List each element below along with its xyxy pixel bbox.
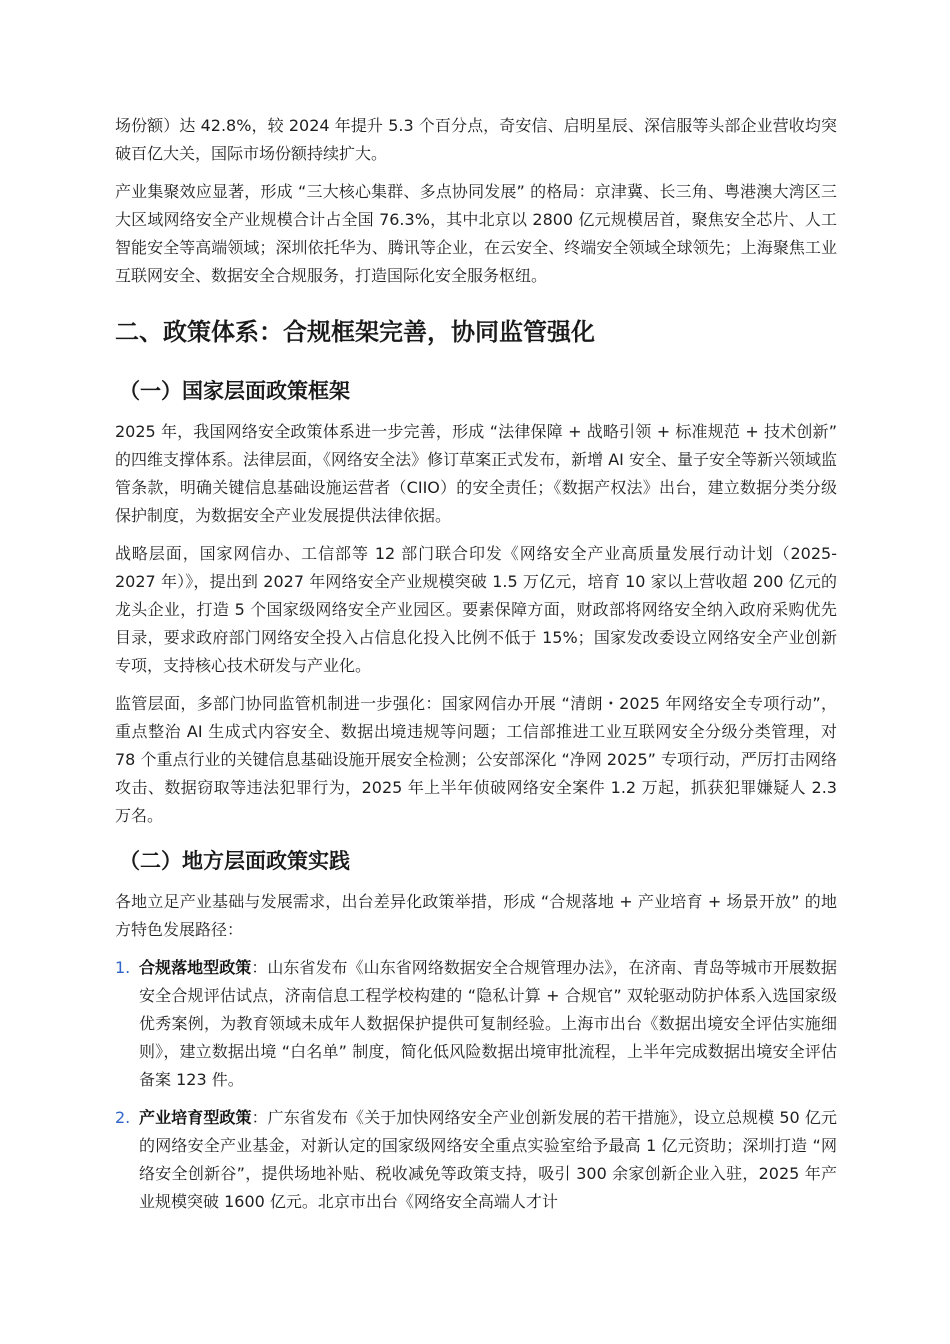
paragraph-national-strategy: 战略层面，国家网信办、工信部等 12 部门联合印发《网络安全产业高质量发展行动计划（2025-2027 年）》，提出到 2027 年网络安全产业规模突破 1.5 万亿元，培育 10 家以上营收超 200 亿元的龙头企业，打造 5 个国家级网络安全产业园区。要素保障方面，财政部将网络安全纳入政府采购优先目录，要求政府部门网络安全投入占信息化投入比例不低于 15%；国家发改委设立网络安全产业创新专项，支持核心技术研发与产业化。 bbox=[115, 544, 837, 675]
list-item bbox=[115, 1104, 837, 1216]
document-page bbox=[115, 112, 837, 1226]
section-heading-policy-system: 二、政策体系：合规框架完善，协同监管强化 bbox=[115, 318, 595, 346]
list-item-lead: 合规落地型政策 bbox=[139, 958, 252, 977]
list-item bbox=[115, 954, 837, 1094]
paragraph-local-intro: 各地立足产业基础与发展需求，出台差异化政策举措，形成 “合规落地 + 产业培育 + 场景开放” 的地方特色发展路径： bbox=[115, 892, 837, 939]
paragraph-national-regulation: 监管层面，多部门协同监管机制进一步强化：国家网信办开展 “清朗・2025 年网络安全专项行动”，重点整治 AI 生成式内容安全、数据出境违规等问题；工信部推进工业互联网安全分级分类管理，对 78 个重点行业的关键信息基础设施开展安全检测；公安部深化 “净网 2025” 专项行动，严厉打击网络攻击、数据窃取等违法犯罪行为，2025 年上半年侦破网络安全案件 1.2 万起，抓获犯罪嫌疑人 2.3 万名。 bbox=[115, 694, 838, 825]
paragraph-national-law: 2025 年，我国网络安全政策体系进一步完善，形成 “法律保障 + 战略引领 + 标准规范 + 技术创新” 的四维支撑体系。法律层面，《网络安全法》修订草案正式发布，新增 AI 安全、量子安全等新兴领域监管条款，明确关键信息基础设施运营者（CIIO）的安全责任；《数据产权法》出台，建立数据分类分级保护制度，为数据安全产业发展提供法律依据。 bbox=[115, 422, 837, 525]
list-item-number: 2. bbox=[115, 1108, 131, 1127]
list-item-text: ：广东省发布《关于加快网络安全产业创新发展的若干措施》，设立总规模 50 亿元的网络安全产业基金，对新认定的国家级网络安全重点实验室给予最高 1 亿元资助；深圳打造 “网络安全创新谷”，提供场地补贴、税收减免等政策支持，吸引 300 余家创新企业入驻，2025 年产业规模突破 1600 亿元。北京市出台《网络安全高端人才计 bbox=[139, 1108, 837, 1211]
list-item-lead: 产业培育型政策 bbox=[139, 1108, 252, 1127]
list-item-number: 1. bbox=[115, 958, 131, 977]
list-item-text: ：山东省发布《山东省网络数据安全合规管理办法》，在济南、青岛等城市开展数据安全合规评估试点，济南信息工程学校构建的 “隐私计算 + 合规官” 双轮驱动防护体系入选国家级优秀案例，为教育领域未成年人数据保护提供可复制经验。上海市出台《数据出境安全评估实施细则》，建立数据出境 “白名单” 制度，简化低风险数据出境审批流程，上半年完成数据出境安全评估备案 123 件。 bbox=[139, 958, 837, 1089]
local-policy-list bbox=[115, 954, 837, 1216]
paragraph-market-share: 场份额）达 42.8%，较 2024 年提升 5.3 个百分点，奇安信、启明星辰、深信服等头部企业营收均突破百亿大关，国际市场份额持续扩大。 bbox=[115, 116, 837, 163]
subsection-heading-national-policy: （一）国家层面政策框架 bbox=[119, 379, 350, 403]
subsection-heading-local-policy: （二）地方层面政策实践 bbox=[119, 849, 350, 873]
paragraph-industry-cluster: 产业集聚效应显著，形成 “三大核心集群、多点协同发展” 的格局：京津冀、长三角、粤港澳大湾区三大区域网络安全产业规模合计占全国 76.3%，其中北京以 2800 亿元规模居首，聚焦安全芯片、人工智能安全等高端领域；深圳依托华为、腾讯等企业，在云安全、终端安全领域全球领先；上海聚焦工业互联网安全、数据安全合规服务，打造国际化安全服务枢纽。 bbox=[115, 182, 837, 285]
